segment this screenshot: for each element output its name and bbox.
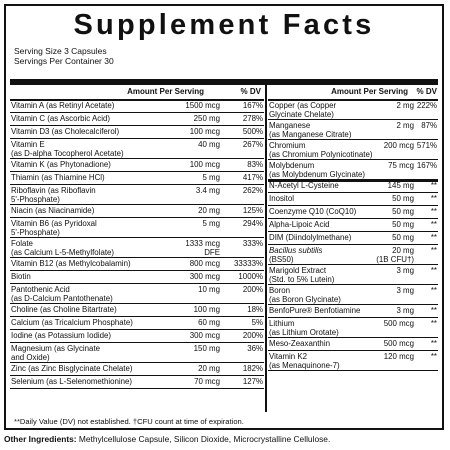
nutrient-amount	[396, 121, 414, 130]
nutrient-daily-value: 127%	[242, 377, 263, 386]
nutrient-amount	[396, 101, 414, 110]
serving-size: Serving Size 3 Capsules	[14, 46, 107, 56]
nutrient-amount	[384, 319, 414, 328]
nutrient-amount-line: 1500 mcg	[185, 101, 220, 110]
nutrient-name	[11, 344, 100, 362]
nutrient-amount-line: (1B CFU†)	[376, 255, 414, 265]
nutrient-row	[268, 100, 438, 120]
nutrient-row	[10, 139, 264, 159]
nutrient-name-line: Vitamin E	[11, 140, 45, 149]
nutrient-name	[11, 101, 114, 110]
nutrient-daily-value: 500%	[242, 127, 263, 136]
nutrient-name-line: Vitamin D3 (as Cholecalciferol)	[11, 127, 120, 136]
supplement-facts-panel	[4, 4, 444, 430]
nutrient-name-line: 5'-Phosphate)	[11, 195, 60, 205]
nutrient-amount-line: 20 mg	[198, 206, 220, 215]
nutrient-name-line: (as Chromium Polynicotinate)	[269, 150, 373, 160]
nutrient-name-line: N-Acetyl L-Cysteine	[269, 181, 339, 190]
nutrient-name	[269, 141, 373, 159]
nutrient-row	[268, 180, 438, 193]
nutrient-amount	[190, 331, 220, 340]
nutrient-amount-line: 100 mcg	[189, 127, 220, 136]
nutrient-name	[269, 246, 323, 264]
nutrient-amount	[396, 286, 414, 295]
nutrient-amount-line: 20 mg	[392, 246, 414, 255]
nutrient-row	[268, 305, 438, 318]
nutrient-row	[268, 219, 438, 232]
nutrient-name-line: Selenium (as L-Selenomethionine)	[11, 377, 133, 386]
nutrient-row	[10, 330, 264, 343]
nutrient-amount	[384, 339, 414, 348]
nutrient-name-line: (as Boron Glycinate)	[269, 295, 341, 305]
nutrient-name-line: BenfoPure® Benfotiamine	[269, 306, 361, 315]
nutrient-row	[268, 232, 438, 245]
nutrient-amount-line: 300 mcg	[189, 272, 220, 281]
nutrient-amount	[194, 305, 220, 314]
nutrient-name-line: Iodine (as Potassium Iodide)	[11, 331, 112, 340]
nutrient-name-line: (as D-Calcium Pantothenate)	[11, 294, 113, 304]
nutrient-row	[10, 126, 264, 139]
nutrient-name-line: Thiamin (as Thiamine HCl)	[11, 173, 105, 182]
nutrient-amount	[392, 233, 414, 242]
nutrient-name-line: Manganese	[269, 121, 311, 130]
nutrient-daily-value: 333%	[242, 239, 263, 248]
nutrient-name-line: Pantothenic Acid	[11, 285, 70, 294]
nutrient-daily-value: **	[430, 266, 437, 275]
nutrient-amount	[202, 219, 220, 228]
nutrient-row	[10, 284, 264, 304]
nutrient-amount-line: 2 mg	[396, 121, 414, 130]
nutrient-name	[269, 306, 360, 315]
nutrient-name-line: Inositol	[269, 194, 295, 203]
nutrient-name-line: Alpha-Lipoic Acid	[269, 220, 330, 229]
nutrient-row	[268, 160, 438, 182]
nutrient-name-line: Copper (as Copper	[269, 101, 337, 110]
nutrient-daily-value: 571%	[416, 141, 437, 150]
nutrient-row	[268, 193, 438, 206]
left-column-header	[10, 85, 264, 101]
nutrient-amount	[396, 266, 414, 275]
nutrient-name	[11, 239, 114, 257]
nutrient-amount	[388, 161, 414, 170]
column-divider	[265, 85, 267, 412]
nutrient-row	[10, 238, 264, 258]
nutrient-name	[269, 266, 334, 284]
nutrient-name	[11, 219, 97, 237]
nutrient-name	[11, 331, 111, 340]
nutrient-row	[10, 343, 264, 363]
nutrient-amount-line: 300 mcg	[189, 331, 220, 340]
nutrient-name	[269, 207, 356, 216]
nutrient-amount	[198, 140, 220, 149]
dv-header: % DV	[416, 87, 437, 96]
nutrient-name	[269, 161, 365, 179]
nutrient-row	[10, 205, 264, 218]
nutrient-name	[11, 173, 105, 182]
nutrient-name-line: 5'-Phosphate)	[11, 228, 60, 238]
nutrient-amount-line: 200 mcg	[383, 141, 414, 150]
nutrient-name	[269, 319, 339, 337]
nutrient-name	[269, 220, 330, 229]
nutrient-amount	[194, 344, 220, 353]
nutrient-row	[10, 100, 264, 113]
nutrient-name-line: Glycinate Chelate)	[269, 110, 334, 120]
nutrient-amount	[198, 206, 220, 215]
nutrient-name-line: Vitamin B12 (as Methylcobalamin)	[11, 259, 131, 268]
nutrient-amount	[396, 306, 414, 315]
nutrient-row	[268, 245, 438, 265]
servings-per-container: Servings Per Container 30	[14, 56, 114, 66]
nutrient-name-line: (as Lithium Orotate)	[269, 328, 339, 338]
nutrient-row	[268, 206, 438, 219]
nutrient-amount-line: 3.4 mg	[195, 186, 220, 195]
nutrient-daily-value: 294%	[242, 219, 263, 228]
nutrient-daily-value: 33333%	[234, 259, 263, 268]
nutrient-daily-value: 167%	[416, 161, 437, 170]
nutrient-daily-value: **	[430, 194, 437, 203]
nutrient-name	[269, 339, 330, 348]
nutrient-daily-value: 36%	[247, 344, 263, 353]
nutrient-daily-value: 278%	[242, 114, 263, 123]
nutrient-amount-line: 120 mcg	[383, 352, 414, 361]
footnote: **Daily Value (DV) not established. †CFU count at time of expiration.	[14, 417, 244, 426]
nutrient-name-line: Vitamin K (as Phytonadione)	[11, 160, 111, 169]
nutrient-name	[11, 140, 124, 158]
nutrient-row	[268, 285, 438, 305]
nutrient-daily-value: **	[430, 246, 437, 255]
nutrient-daily-value: 87%	[421, 121, 437, 130]
nutrient-row	[268, 318, 438, 338]
nutrient-name	[11, 272, 31, 281]
nutrient-name-line: (as Menaquinone-7)	[269, 361, 340, 371]
nutrient-amount	[392, 220, 414, 229]
nutrient-row	[268, 140, 438, 160]
nutrient-name-line: Meso-Zeaxanthin	[269, 339, 330, 348]
nutrient-name	[11, 364, 132, 373]
other-ingredients-label: Other Ingredients:	[4, 434, 77, 444]
nutrient-amount-line: 50 mg	[392, 194, 414, 203]
nutrient-name-line: (as D-alpha Tocopherol Acetate)	[11, 149, 124, 159]
nutrient-name-line: Lithium	[269, 319, 295, 328]
amount-header: Amount Per Serving	[127, 87, 204, 96]
nutrient-amount-line: 150 mg	[193, 344, 220, 353]
nutrient-name	[269, 181, 339, 190]
nutrient-amount	[388, 181, 414, 190]
nutrient-daily-value: 167%	[242, 101, 263, 110]
nutrient-name	[11, 114, 110, 123]
nutrient-name-line: (as Manganese Citrate)	[269, 130, 352, 140]
nutrient-amount-line: 5 mg	[202, 173, 220, 182]
nutrient-amount-line: 70 mcg	[194, 377, 220, 386]
nutrient-amount	[185, 239, 220, 257]
nutrient-name-line: and Oxide)	[11, 353, 50, 363]
nutrient-amount-line: 5 mg	[202, 219, 220, 228]
nutrient-amount-line: 40 mg	[198, 140, 220, 149]
nutrient-name-line: Molybdenum	[269, 161, 315, 170]
nutrient-row	[268, 120, 438, 140]
nutrient-name	[11, 160, 111, 169]
nutrient-daily-value: **	[430, 181, 437, 190]
nutrient-amount	[196, 186, 220, 195]
nutrient-name-line: Calcium (as Tricalcium Phosphate)	[11, 318, 133, 327]
nutrient-name-line: Magnesium (as Glycinate	[11, 344, 101, 353]
nutrient-amount-line: 1333 mcg	[185, 239, 220, 248]
nutrient-name-line: Bacillus subtilis	[269, 246, 323, 255]
nutrient-amount-line: 100 mg	[193, 305, 220, 314]
nutrient-row	[10, 172, 264, 185]
nutrient-amount-line: 10 mg	[198, 285, 220, 294]
nutrient-amount-line: 75 mcg	[388, 161, 414, 170]
nutrient-daily-value: **	[430, 306, 437, 315]
nutrient-daily-value: 83%	[247, 160, 263, 169]
nutrient-name-line: Vitamin C (as Ascorbic Acid)	[11, 114, 110, 123]
nutrient-daily-value: 200%	[242, 331, 263, 340]
nutrient-name	[11, 285, 113, 303]
nutrient-amount-line: 500 mcg	[383, 319, 414, 328]
nutrient-name-line: DIM (Diindolylmethane)	[269, 233, 352, 242]
nutrient-amount-line: 145 mg	[387, 181, 414, 190]
dv-header: % DV	[240, 87, 261, 96]
nutrient-name-line: (as Molybdenum Glycinate)	[269, 170, 366, 180]
nutrient-name	[269, 352, 340, 370]
nutrient-name	[11, 186, 96, 204]
nutrient-amount-line: 50 mg	[392, 220, 414, 229]
nutrient-name	[269, 121, 351, 139]
nutrient-name-line: Chromium	[269, 141, 306, 150]
nutrient-name	[269, 194, 294, 203]
nutrient-name	[11, 305, 117, 314]
nutrient-row	[10, 185, 264, 205]
nutrient-daily-value: **	[430, 220, 437, 229]
other-ingredients	[4, 434, 330, 444]
nutrient-amount-line: 2 mg	[396, 101, 414, 110]
nutrient-amount	[202, 173, 220, 182]
nutrient-amount	[185, 101, 220, 110]
nutrient-amount-line: 20 mg	[198, 364, 220, 373]
nutrient-amount	[194, 114, 220, 123]
nutrient-name	[11, 259, 131, 268]
nutrient-name-line: (as Calcium L-5-Methylfolate)	[11, 248, 115, 258]
nutrient-daily-value: 417%	[242, 173, 263, 182]
nutrient-name-line: Choline (as Choline Bitartrate)	[11, 305, 117, 314]
nutrient-daily-value: **	[430, 319, 437, 328]
nutrient-name	[11, 318, 133, 327]
nutrient-name-line: Zinc (as Zinc Bisglycinate Chelate)	[11, 364, 133, 373]
nutrient-amount-line: 800 mcg	[189, 259, 220, 268]
nutrient-name	[269, 286, 341, 304]
nutrient-name-line: Boron	[269, 286, 291, 295]
nutrient-amount-line: 100 mcg	[189, 160, 220, 169]
right-column-header	[268, 85, 438, 101]
nutrient-row	[10, 159, 264, 172]
nutrient-amount-line: 3 mg	[396, 286, 414, 295]
nutrient-amount	[190, 127, 220, 136]
nutrient-name-line: Biotin	[11, 272, 31, 281]
nutrient-daily-value: **	[430, 339, 437, 348]
nutrient-daily-value: 267%	[242, 140, 263, 149]
nutrient-amount	[190, 272, 220, 281]
nutrient-amount-line: 50 mg	[392, 233, 414, 242]
nutrient-amount	[384, 141, 414, 150]
nutrient-amount	[392, 194, 414, 203]
nutrient-daily-value: 182%	[242, 364, 263, 373]
nutrient-amount-line: 50 mg	[392, 207, 414, 216]
nutrient-amount-line: 3 mg	[396, 306, 414, 315]
nutrient-amount-line: 250 mg	[193, 114, 220, 123]
nutrient-amount	[384, 352, 414, 361]
nutrient-name-line: Coenzyme Q10 (CoQ10)	[269, 207, 357, 216]
nutrient-row	[10, 317, 264, 330]
nutrient-amount	[194, 377, 220, 386]
panel-title: Supplement Facts	[73, 9, 375, 41]
nutrient-row	[268, 338, 438, 351]
nutrient-name	[11, 127, 119, 136]
nutrient-row	[268, 265, 438, 285]
nutrient-amount	[198, 364, 220, 373]
nutrient-amount	[376, 246, 414, 264]
nutrient-daily-value: 18%	[247, 305, 263, 314]
nutrient-row	[10, 218, 264, 238]
nutrient-name-line: Vitamin K2	[269, 352, 308, 361]
nutrient-name-line: Vitamin B6 (as Pyridoxal	[11, 219, 97, 228]
nutrient-amount-line: 60 mg	[198, 318, 220, 327]
nutrient-name-line: Niacin (as Niacinamide)	[11, 206, 95, 215]
nutrient-name-line: (BS50)	[269, 255, 294, 265]
nutrient-row	[10, 376, 264, 389]
nutrient-amount	[198, 318, 220, 327]
nutrient-amount-line: 500 mcg	[383, 339, 414, 348]
nutrient-name	[269, 233, 351, 242]
nutrient-name-line: (Std. to 5% Lutein)	[269, 275, 335, 285]
nutrient-row	[10, 113, 264, 126]
other-ingredients-text: Methylcellulose Capsule, Silicon Dioxide, Microcrystalline Cellulose.	[76, 434, 331, 444]
nutrient-daily-value: **	[430, 286, 437, 295]
nutrient-name-line: Folate	[11, 239, 33, 248]
nutrient-row	[10, 258, 264, 271]
nutrient-name-line: Riboflavin (as Riboflavin	[11, 186, 96, 195]
nutrient-daily-value: 200%	[242, 285, 263, 294]
nutrient-row	[10, 271, 264, 284]
nutrient-amount-line: 3 mg	[396, 266, 414, 275]
nutrient-daily-value: 1000%	[238, 272, 263, 281]
nutrient-daily-value: 5%	[251, 318, 263, 327]
nutrient-amount	[190, 160, 220, 169]
nutrient-name-line: Marigold Extract	[269, 266, 327, 275]
nutrient-name-line: Vitamin A (as Retinyl Acetate)	[11, 101, 115, 110]
nutrient-name	[269, 101, 336, 119]
nutrient-amount	[190, 259, 220, 268]
nutrient-daily-value: **	[430, 207, 437, 216]
nutrient-daily-value: 222%	[416, 101, 437, 110]
amount-header: Amount Per Serving	[331, 87, 408, 96]
nutrient-daily-value: **	[430, 352, 437, 361]
nutrient-row	[268, 351, 438, 371]
nutrient-amount	[392, 207, 414, 216]
nutrient-name	[11, 377, 132, 386]
nutrient-daily-value: 125%	[242, 206, 263, 215]
nutrient-daily-value: 262%	[242, 186, 263, 195]
nutrient-row	[10, 363, 264, 376]
nutrient-row	[10, 304, 264, 317]
nutrient-name	[11, 206, 94, 215]
nutrient-daily-value: **	[430, 233, 437, 242]
nutrient-amount	[198, 285, 220, 294]
nutrient-amount-line: DFE	[204, 248, 220, 258]
